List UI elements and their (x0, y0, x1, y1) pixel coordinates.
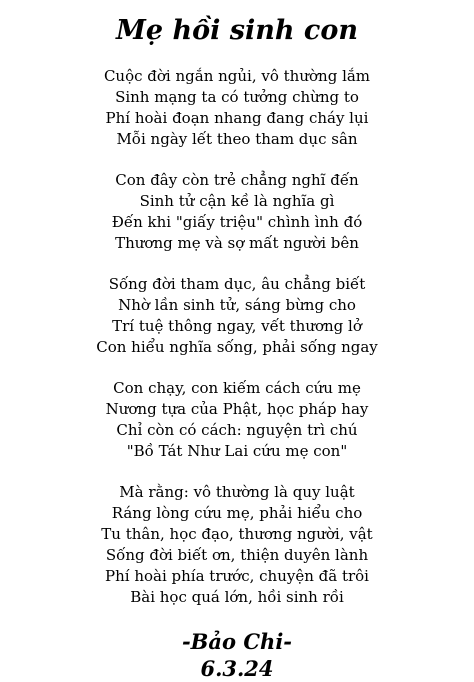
poem-line: Cuộc đời ngắn ngủi, vô thường lắm (103, 67, 371, 85)
poem-date: 6.3.24 (200, 656, 274, 681)
poem-line: Ráng lòng cứu mẹ, phải hiểu cho (111, 504, 363, 522)
stanza-3 (0, 274, 474, 358)
poem-line: Nương tựa của Phật, học pháp hay (105, 400, 369, 418)
stanza-1 (0, 66, 474, 150)
stanza-2 (0, 170, 474, 254)
poem-line: Sinh mạng ta có tưởng chừng to (115, 88, 359, 106)
poem-line: "Bồ Tát Như Lai cứu mẹ con" (126, 442, 348, 460)
poem-line: Con hiểu nghĩa sống, phải sống ngay (96, 338, 378, 356)
poem-line: Trí tuệ thông ngay, vết thương lở (112, 317, 362, 335)
poem-line: Sống đời tham dục, âu chẳng biết (108, 275, 366, 293)
poem-line: Sống đời biết ơn, thiện duyên lành (105, 546, 369, 564)
poem-line: Thương mẹ và sợ mất người bên (115, 234, 359, 252)
stanza-5 (0, 482, 474, 608)
poem-line: Bài học quá lớn, hồi sinh rồi (130, 588, 344, 606)
poem-line: Phí hoài đoạn nhang đang cháy lụi (105, 109, 369, 127)
poem-line: Phí hoài phía trước, chuyện đã trôi (105, 567, 369, 585)
poem-line: Mỗi ngày lết theo tham dục sân (116, 130, 358, 148)
poem-line: Tu thân, học đạo, thương người, vật (101, 525, 373, 543)
poem-line: Con đây còn trẻ chẳng nghĩ đến (115, 171, 359, 189)
poem-line: Đến khi "giấy triệu" chình ình đó (111, 213, 363, 231)
poem-line: Chỉ còn có cách: nguyện trì chú (116, 421, 358, 439)
poem-line: Nhờ lần sinh tử, sáng bừng cho (118, 296, 356, 314)
poem-line: Mà rằng: vô thường là quy luật (119, 483, 355, 501)
poem-line: Sinh tử cận kề là nghĩa gì (139, 192, 335, 210)
poem-title: Mẹ hồi sinh con (116, 15, 358, 46)
stanza-4 (0, 378, 474, 462)
poem-line: Con chạy, con kiếm cách cứu mẹ (113, 379, 361, 397)
author-signature: -Bảo Chi- (181, 629, 293, 654)
